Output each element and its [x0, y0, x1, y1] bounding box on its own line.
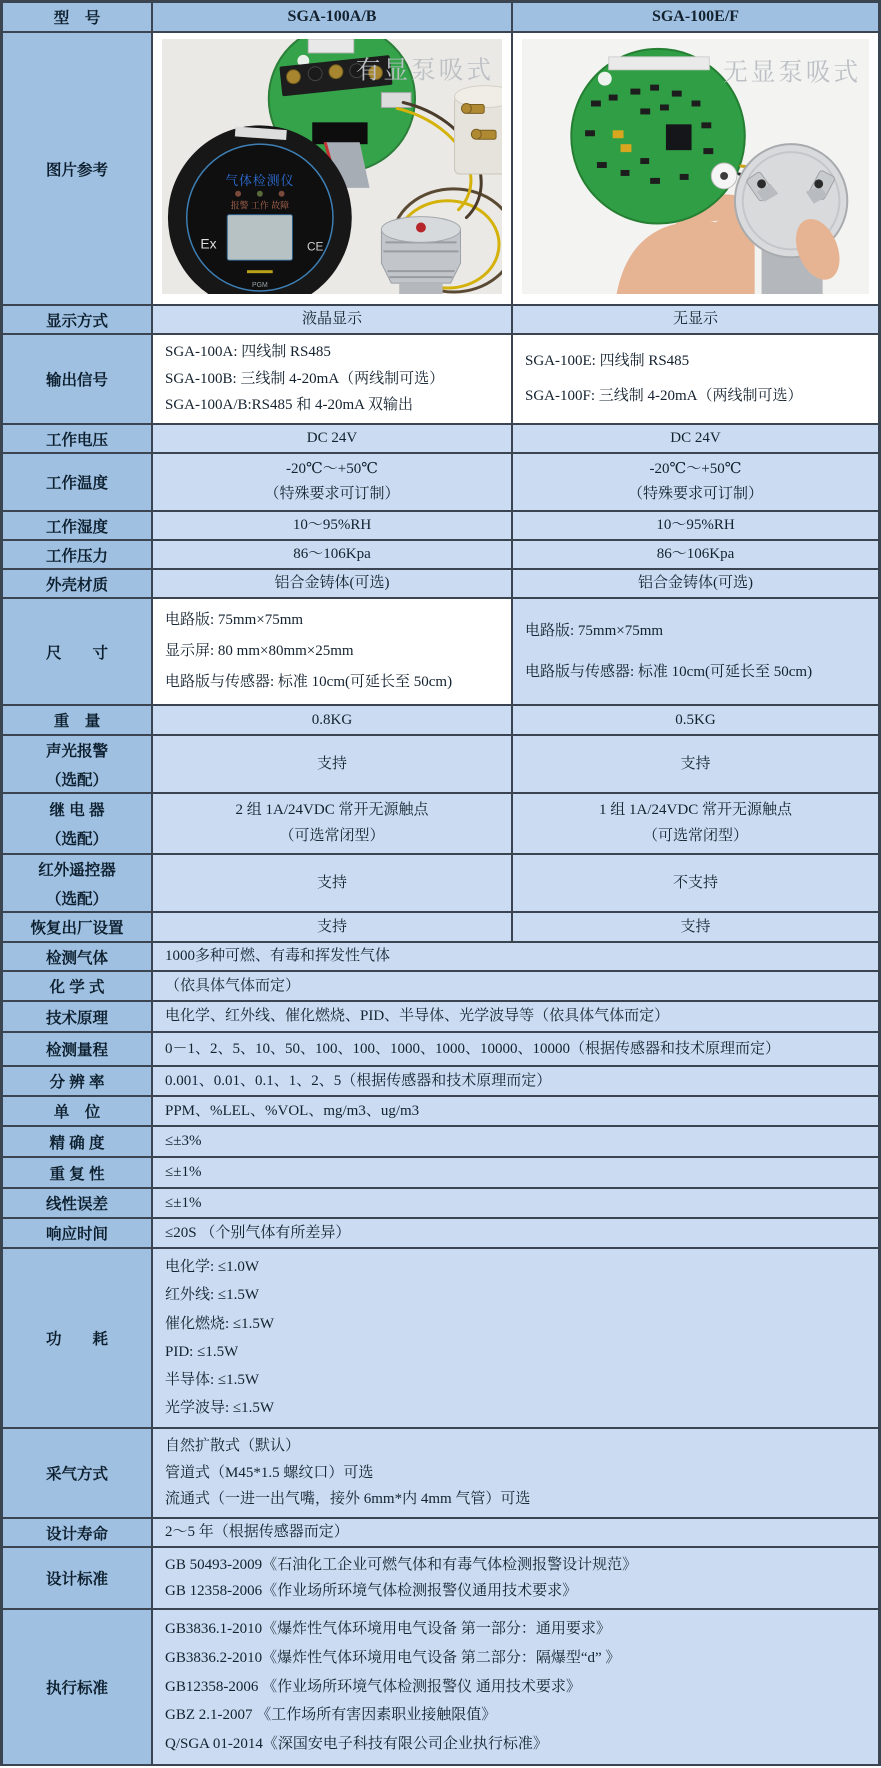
value-text: ≤±1%	[165, 1194, 202, 1211]
label-text: 工作压力	[45, 547, 108, 565]
indicator-labels-text: 报警 工作 故障	[230, 200, 289, 211]
pump-cylinder	[455, 86, 502, 174]
row-ir-remote	[3, 855, 878, 913]
value-text: SGA-100A/B:RS485 和 4-20mA 双输出	[165, 397, 413, 414]
value-output-signal-left	[153, 335, 513, 423]
value-chemical-formula	[153, 972, 878, 1000]
value-factory-reset-right	[513, 913, 878, 941]
pcb-chip	[666, 124, 692, 150]
value-text: 无显示	[672, 311, 718, 328]
label-detected-gas	[3, 943, 153, 970]
value-relay-left	[153, 794, 513, 853]
row-unit	[3, 1097, 878, 1127]
row-weight	[3, 706, 878, 736]
label-text: 外壳材质	[45, 576, 108, 594]
ce-mark-text: CE	[306, 239, 324, 254]
label-weight	[3, 706, 153, 734]
value-text: 电路版: 75mm×75mm	[525, 622, 664, 639]
value-text: 支持	[680, 755, 711, 772]
label-text: （选配）	[45, 890, 108, 908]
label-text: 功 耗	[45, 1331, 108, 1348]
row-power-consumption	[3, 1249, 878, 1429]
label-display-mode	[3, 306, 153, 333]
label-text: 输出信号	[45, 372, 108, 389]
label-text: 技术原理	[45, 1009, 108, 1027]
label-sampling-method	[3, 1429, 153, 1517]
value-working-humidity-right	[513, 512, 878, 539]
value-text: GB 50493-2009《石油化工企业可燃气体和有毒气体检测报警设计规范》	[165, 1556, 638, 1573]
value-working-temperature-left	[153, 454, 513, 510]
value-text: 流通式（一进一出气嘴，接外 6mm*内 4mm 气管）可选	[165, 1491, 531, 1508]
value-text: 86～106Kpa	[656, 546, 735, 563]
row-design-standard	[3, 1548, 878, 1610]
value-text: DC 24V	[670, 430, 721, 447]
header-model-ef	[513, 3, 878, 31]
value-text: DC 24V	[306, 430, 358, 447]
value-text: 支持	[316, 874, 347, 891]
label-text: 重 复 性	[49, 1165, 105, 1183]
value-text: （特殊要求可订制）	[627, 486, 763, 503]
spec-rows-container	[3, 306, 878, 1766]
row-detection-range	[3, 1033, 878, 1067]
label-chemical-formula	[3, 972, 153, 1000]
value-text: GB12358-2006 《作业场所环境气体检测报警仪 通用技术要求》	[165, 1678, 581, 1695]
value-text: 电路版: 75mm×75mm	[165, 612, 304, 629]
value-text: 电路版与传感器: 标准 10cm(可延长至 50cm)	[525, 663, 813, 680]
label-text: 声光报警	[45, 742, 108, 760]
value-text: 2 组 1A/24VDC 常开无源触点	[235, 802, 429, 819]
value-text: ≤±1%	[165, 1164, 202, 1181]
value-ir-remote-right	[513, 855, 878, 911]
value-dimensions-right	[513, 599, 878, 704]
value-working-temperature-right	[513, 454, 878, 510]
value-unit	[153, 1097, 878, 1125]
device-title-text: 气体检测仪	[225, 172, 295, 188]
value-text: 0.5KG	[675, 711, 716, 728]
row-detected-gas	[3, 943, 878, 972]
value-text: ≤20S （个别气体有所差异）	[165, 1224, 351, 1241]
value-text: 0－1、2、5、10、50、100、100、1000、1000、10000、10000（根据传感器和技术原理而定）	[165, 1040, 781, 1057]
value-relay-right	[513, 794, 878, 853]
label-design-life	[3, 1519, 153, 1546]
header-model-ab	[153, 3, 513, 31]
label-text: 执行标准	[45, 1680, 108, 1697]
row-output-signal	[3, 335, 878, 425]
value-text: SGA-100F: 三线制 4-20mA（两线制可选）	[525, 388, 803, 405]
label-working-voltage	[3, 425, 153, 452]
value-detected-gas	[153, 943, 878, 970]
row-factory-reset	[3, 913, 878, 943]
value-factory-reset-left	[153, 913, 513, 941]
value-text: 管道式（M45*1.5 螺纹口）可选	[165, 1464, 374, 1481]
photo-right-cell	[513, 33, 878, 304]
pcb-label	[609, 57, 710, 70]
value-text: GB3836.1-2010《爆炸性气体环境用电气设备 第一部分：通用要求》	[165, 1621, 611, 1638]
label-output-signal	[3, 335, 153, 423]
value-display-mode-right	[513, 306, 878, 333]
value-text: 86～106Kpa	[293, 546, 371, 563]
value-working-voltage-right	[513, 425, 878, 452]
header-model-ef-text: SGA-100E/F	[651, 8, 740, 25]
label-text: 精 确 度	[49, 1134, 105, 1152]
photo-row-label: 图片参考	[45, 161, 108, 179]
value-text: 铝合金铸体(可选)	[274, 575, 390, 592]
value-text: （可选常闭型）	[642, 828, 748, 845]
value-text: 催化燃烧: ≤1.5W	[165, 1315, 275, 1332]
value-output-signal-right	[513, 335, 878, 423]
label-text: 线性误差	[45, 1196, 108, 1213]
value-design-standard	[153, 1548, 878, 1608]
value-text: GB3836.2-2010《爆炸性气体环境用电气设备 第二部分：隔爆型“d” 》	[165, 1649, 621, 1666]
row-display-mode	[3, 306, 878, 335]
pcb-board	[571, 49, 745, 224]
value-shell-material-right	[513, 570, 878, 597]
value-power-consumption	[153, 1249, 878, 1427]
value-weight-left	[153, 706, 513, 734]
watermark-left-text: 有显泵吸式	[355, 57, 495, 85]
label-text: 检测气体	[45, 949, 108, 967]
sensor-cylinder-ribbed	[381, 217, 460, 294]
value-text: 1 组 1A/24VDC 常开无源触点	[599, 802, 792, 819]
value-working-pressure-left	[153, 541, 513, 568]
value-text: （可选常闭型）	[279, 828, 385, 845]
value-text: 红外线: ≤1.5W	[165, 1287, 260, 1304]
value-text: 10～95%RH	[292, 517, 372, 534]
row-response-time	[3, 1219, 878, 1249]
photo-left-cell	[153, 33, 513, 304]
row-shell-material	[3, 570, 878, 599]
label-text: 继 电 器	[49, 802, 105, 819]
label-ir-remote	[3, 855, 153, 911]
row-resolution	[3, 1067, 878, 1097]
header-model-ab-text: SGA-100A/B	[287, 8, 377, 25]
row-dimensions	[3, 599, 878, 706]
value-text: 0.001、0.01、0.1、1、2、5（根据传感器和技术原理而定）	[165, 1072, 552, 1089]
label-shell-material	[3, 570, 153, 597]
label-text: 重 量	[53, 713, 101, 730]
value-text: （特殊要求可订制）	[264, 486, 400, 503]
value-working-voltage-left	[153, 425, 513, 452]
value-text: SGA-100E: 四线制 RS485	[525, 352, 690, 369]
label-detection-range	[3, 1033, 153, 1065]
value-text: PID: ≤1.5W	[165, 1343, 239, 1360]
label-text: 显示方式	[45, 312, 108, 330]
label-sound-light-alarm	[3, 736, 153, 792]
value-sampling-method	[153, 1429, 878, 1517]
label-text: 响应时间	[45, 1226, 108, 1243]
value-text: SGA-100B: 三线制 4-20mA（两线制可选）	[165, 370, 445, 387]
value-text: 支持	[316, 918, 347, 935]
row-executive-standard	[3, 1610, 878, 1766]
value-working-pressure-right	[513, 541, 878, 568]
label-working-temperature	[3, 454, 153, 510]
label-unit	[3, 1097, 153, 1125]
label-text: 红外遥控器	[38, 861, 116, 879]
row-sampling-method	[3, 1429, 878, 1519]
label-text: 设计寿命	[45, 1525, 108, 1543]
value-shell-material-left	[153, 570, 513, 597]
value-display-mode-left	[153, 306, 513, 333]
model-label-cell	[3, 3, 153, 31]
watermark-right-text: 无显泵吸式	[723, 59, 862, 87]
value-text: 电化学: ≤1.0W	[165, 1259, 260, 1276]
label-text: 检测量程	[45, 1042, 108, 1059]
label-working-pressure	[3, 541, 153, 568]
value-text: 光学波导: ≤1.5W	[165, 1399, 275, 1416]
row-working-humidity	[3, 512, 878, 541]
value-text: -20℃～+50℃	[649, 461, 742, 478]
value-text: GB 12358-2006《作业场所环境气体检测报警仪通用技术要求》	[165, 1582, 578, 1599]
value-text: 支持	[680, 918, 711, 935]
value-ir-remote-left	[153, 855, 513, 911]
label-text: 化 学 式	[49, 979, 105, 996]
photo-row-label-cell	[3, 33, 153, 304]
ex-mark-text: Ex	[200, 235, 217, 252]
button-label-text: PGM	[251, 282, 268, 290]
value-resolution	[153, 1067, 878, 1095]
row-sound-light-alarm	[3, 736, 878, 794]
row-technical-principle	[3, 1002, 878, 1033]
label-text: 恢复出厂设置	[30, 920, 124, 937]
value-text: 2～5 年（根据传感器而定）	[165, 1524, 349, 1541]
header-row	[3, 3, 878, 33]
label-text: 工作电压	[45, 431, 108, 449]
label-factory-reset	[3, 913, 153, 941]
value-text: 显示屏: 80 mm×80mm×25mm	[165, 643, 354, 660]
label-resolution	[3, 1067, 153, 1095]
label-response-time	[3, 1219, 153, 1247]
row-design-life	[3, 1519, 878, 1548]
value-executive-standard	[153, 1610, 878, 1764]
value-technical-principle	[153, 1002, 878, 1031]
label-linearity-error	[3, 1189, 153, 1217]
value-design-life	[153, 1519, 878, 1546]
row-relay	[3, 794, 878, 855]
row-working-pressure	[3, 541, 878, 570]
lcd-screen	[227, 215, 292, 261]
row-working-temperature	[3, 454, 878, 512]
product-photo-no-display	[522, 39, 869, 294]
label-accuracy	[3, 1127, 153, 1156]
value-text: 支持	[316, 755, 347, 772]
model-label: 型 号	[53, 10, 101, 27]
sensor-red-dot	[416, 223, 426, 233]
label-repeatability	[3, 1158, 153, 1187]
label-text: 工作湿度	[45, 518, 108, 536]
label-dimensions	[3, 599, 153, 704]
label-power-consumption	[3, 1249, 153, 1427]
label-working-humidity	[3, 512, 153, 539]
row-linearity-error	[3, 1189, 878, 1219]
value-text: Q/SGA 01-2014《深国安电子科技有限公司企业执行标准》	[165, 1736, 548, 1753]
value-text: ≤±3%	[165, 1133, 202, 1150]
product-photo-with-display	[162, 39, 502, 294]
value-detection-range	[153, 1033, 878, 1065]
value-weight-right	[513, 706, 878, 734]
value-linearity-error	[153, 1189, 878, 1217]
value-text: 0.8KG	[311, 711, 353, 728]
value-text: 不支持	[672, 874, 718, 891]
label-relay	[3, 794, 153, 853]
value-repeatability	[153, 1158, 878, 1187]
row-accuracy	[3, 1127, 878, 1158]
value-text: 半导体: ≤1.5W	[165, 1371, 260, 1388]
value-response-time	[153, 1219, 878, 1247]
value-text: 电化学、红外线、催化燃烧、PID、半导体、光学波导等（依具体气体而定）	[165, 1008, 670, 1025]
value-working-humidity-left	[153, 512, 513, 539]
label-text: 尺 寸	[45, 644, 108, 662]
value-text: GBZ 2.1-2007 《工作场所有害因素职业接触限值》	[165, 1707, 497, 1724]
value-dimensions-left	[153, 599, 513, 704]
value-text: SGA-100A: 四线制 RS485	[165, 343, 331, 360]
value-text: 1000多种可燃、有毒和挥发性气体	[165, 948, 391, 965]
value-text: 电路版与传感器: 标准 10cm(可延长至 50cm)	[165, 674, 453, 691]
label-text: 采气方式	[45, 1466, 108, 1483]
photo-row	[3, 33, 878, 306]
value-text: 液晶显示	[301, 311, 362, 328]
row-working-voltage	[3, 425, 878, 454]
row-chemical-formula	[3, 972, 878, 1002]
value-accuracy	[153, 1127, 878, 1156]
label-text: （选配）	[45, 831, 108, 848]
label-technical-principle	[3, 1002, 153, 1031]
label-text: 工作温度	[45, 475, 108, 492]
row-repeatability	[3, 1158, 878, 1189]
label-executive-standard	[3, 1610, 153, 1764]
value-sound-light-alarm-left	[153, 736, 513, 792]
value-text: 铝合金铸体(可选)	[638, 575, 753, 592]
value-text: 自然扩散式（默认）	[165, 1437, 301, 1454]
label-text: 单 位	[53, 1104, 101, 1121]
value-text: 10～95%RH	[656, 517, 735, 534]
value-text: -20℃～+50℃	[285, 461, 378, 478]
value-text: PPM、%LEL、%VOL、mg/m3、ug/m3	[165, 1102, 420, 1119]
label-text: 分 辨 率	[49, 1074, 105, 1091]
value-sound-light-alarm-right	[513, 736, 878, 792]
label-text: （选配）	[45, 771, 108, 789]
value-text: （依具体气体而定）	[165, 977, 301, 994]
label-text: 设计标准	[45, 1571, 108, 1588]
label-design-standard	[3, 1548, 153, 1608]
